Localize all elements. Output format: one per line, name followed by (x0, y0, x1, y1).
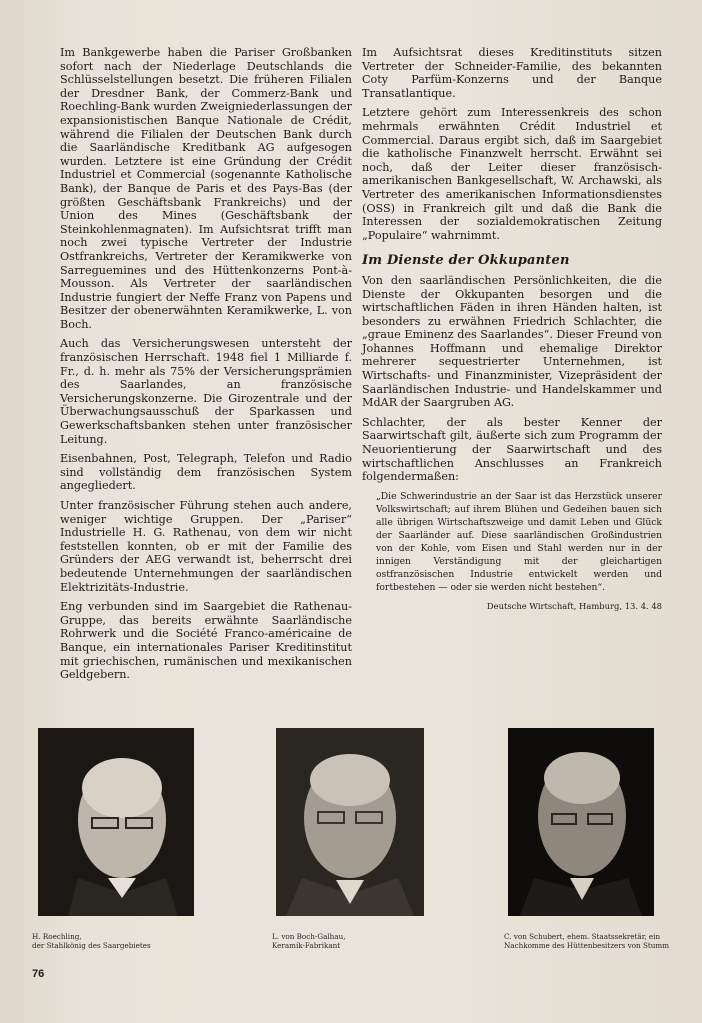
section-heading: Im Dienste der Okkupanten (362, 253, 570, 269)
photo-caption-boch (272, 932, 432, 950)
paragraph: Eng verbunden sind im Saargebiet die Rathenau-Gruppe, das bereits erwähnte Saarländische Rohrwerk und die Société Franco-américaine de Banque, ein internationales Pariser Kreditinstitut mit griechischen, rumänischen und mexikanischen Geldgebern. (60, 600, 352, 682)
right-text-column (362, 46, 662, 613)
page-number: 76 (32, 968, 45, 980)
paragraph: Letztere gehört zum Interessenkreis des schon mehrmals erwähnten Crédit Industriel et Commercial. Daraus ergibt sich, daß im Saargebiet die katholische Finanzwelt herrscht. Erwähnt sei noch, daß der Leiter dieser französisch-amerikanischen Bankgesellschaft, W. Archawski, als Vertreter des amerikanischen Informationsdienstes (OSS) in Frankreich gilt und daß die Bank die Interessen der sozialdemokratischen Zeitung „Populaire“ wahrnimmt. (362, 106, 662, 242)
caption-line: Keramik-Fabrikant (272, 941, 341, 950)
caption-line: Nachkomme des Hüttenbesitzers von Stumm (504, 941, 670, 950)
paragraph: Schlachter, der als bester Kenner der Saarwirtschaft gilt, äußerte sich zum Programm der Neuorientierung der Saarwirtschaft und des wirtschaftlichen Anschlusses an Frankreich folgendermaßen: (362, 415, 662, 484)
paragraph: Unter französischer Führung stehen auch andere, weniger wichtige Gruppen. Der „Pariser“ Industrielle H. G. Rathenau, von dem wir nicht feststellen konnten, ob er mit der Familie des Gründers der AEG verwandt ist, beherrscht drei bedeutende Unternehmungen der saarländischen Elektrizitäts-Industrie. (60, 499, 352, 594)
portrait-photo-boch (276, 728, 424, 916)
portrait-image (276, 728, 424, 916)
portrait-photo-roechling (38, 728, 194, 916)
block-quote: „Die Schwerindustrie an der Saar ist das Herzstück unserer Volkswirtschaft; auf ihrem Blühen und Gedeihen bauen sich alle übrigen Wirtschaftszweige und damit Leben und Glück der Saarländer auf. Diese saarländischen Großindustrien von der Kohle, vom Eisen und Stahl werden nur in der innigen Verständigung mit der gleichartigen ostfranzösischen Industrie entwickelt werden und fortbestehen — oder sie werden nicht bestehen“. (376, 490, 662, 593)
paragraph: Im Aufsichtsrat dieses Kreditinstituts sitzen Vertreter der Schneider-Familie, des bekannten Coty Parfüm-Konzerns und der Banque Transatlantique. (362, 46, 662, 100)
photo-caption-schubert (504, 932, 684, 950)
photo-caption-roechling (32, 932, 202, 950)
caption-line: L. von Boch-Galhau, (272, 932, 346, 941)
left-text-column (60, 46, 352, 688)
quote-source: Deutsche Wirtschaft, Hamburg, 13. 4. 48 (486, 600, 662, 611)
caption-line: H. Roechling, (32, 932, 82, 941)
portrait-image (508, 728, 654, 916)
paragraph: Von den saarländischen Persönlichkeiten, die die Dienste der Okkupanten besorgen und die wirtschaftlichen Fäden in ihren Händen halten, ist besonders zu erwähnen Friedrich Schlachter, die „graue Eminenz des Saarlandes“. Dieser Freund von Johannes Hoffmann und ehemalige Direktor mehrerer sequestrierter Unternehmen, ist Wirtschafts- und Finanzminister, Vizepräsident der Saarländischen Industrie- und Handelskammer und MdAR der Saargruben AG. (362, 273, 662, 410)
caption-line: der Stahlkönig des Saargebietes (32, 941, 151, 950)
paragraph: Auch das Versicherungswesen untersteht der französischen Herrschaft. 1948 fiel 1 Milliarde f. Fr., d. h. mehr als 75% der Versicherungsprämien des Saarlandes, an französische Versicherungskonzerne. Die Girozentrale und der Überwachungsausschuß der Sparkassen und Gewerkschaftsbanken stehen unter französischer Leitung. (60, 337, 352, 446)
paragraph: Im Bankgewerbe haben die Pariser Großbanken sofort nach der Niederlage Deutschlands die Schlüsselstellungen besetzt. Die früheren Filialen der Dresdner Bank, der Commerz-Bank und Roechling-Bank wurden Zweigniederlassungen der expansionistischen Banque Nationale de Crédit, während die Filialen der Deutschen Bank durch die Saarländische Kreditbank AG aufgesogen wurden. Letztere ist eine Gründung der Crédit Industriel et Commercial (sogenannte Katholische Bank), der Banque de Paris et des Pays-Bas (der größten Geschäftsbank Frankreichs) und der Union des Mines (Geschäftsbank der Steinkohlenmagnaten). Im Aufsichtsrat trifft man noch zwei typische Vertreter der Industrie Ostfrankreichs, Vertreter der Keramikwerke von Sarreguemines und des Hüttenkonzerns Pont-à-Mousson. Als Vertreter der saarländischen Industrie fungiert der Neffe Franz von Papens und Besitzer der obenerwähnten Keramikwerke, L. von Boch. (60, 46, 352, 331)
paragraph: Eisenbahnen, Post, Telegraph, Telefon und Radio sind vollständig dem französischen System angegliedert. (60, 452, 352, 493)
portrait-photo-schubert (508, 728, 654, 916)
caption-line: C. von Schubert, ehem. Staatssekretär, ein (504, 932, 661, 941)
portrait-image (38, 728, 194, 916)
